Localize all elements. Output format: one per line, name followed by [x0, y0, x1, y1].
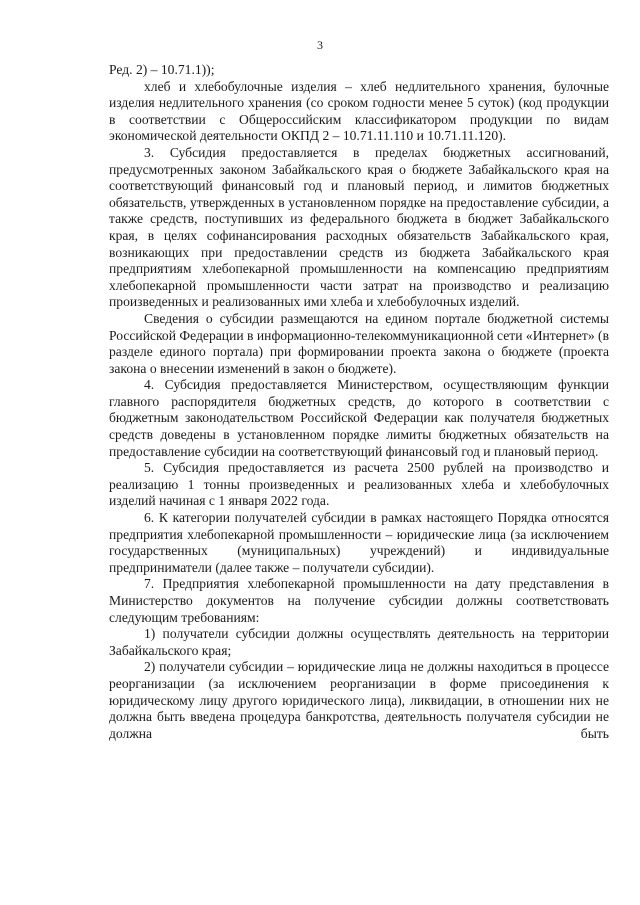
paragraph-clause-5: 5. Субсидия предоставляется из расчета 2500 рублей на производство и реализацию 1 тонны произведенных и реализованных хлеба и хлебобулочных изделий начиная с 1 января 2022 года.	[109, 460, 609, 509]
page-number: 3	[317, 38, 323, 52]
paragraph-clause-6: 6. К категории получателей субсидии в рамках настоящего Порядка относятся предприятия хлебопекарной промышленности – юридические лица (за исключением государственных (муниципальных) учреждений) и индивидуальные предприниматели (далее также – получатели субсидии).	[109, 510, 609, 575]
paragraph-clause-7: 7. Предприятия хлебопекарной промышленности на дату представления в Министерство документов на получение субсидии должны соответствовать следующим требованиям:	[109, 576, 609, 625]
paragraph-subsidy-info: Сведения о субсидии размещаются на едином портале бюджетной системы Российской Федерации в информационно-телекоммуникационной сети «Интернет» (в разделе единого портала) при формировании проекта закона о бюджете (проекта закона о внесении изменений в закон о бюджете).	[109, 310, 609, 376]
paragraph-clause-4: 4. Субсидия предоставляется Министерством, осуществляющим функции главного распорядителя бюджетных средств, до которого в соответствии с бюджетным законодательством Российской Федерации как получателя бюджетных средств доведены в установленном порядке лимиты бюджетных обязательств на предоставление субсидии на соответствующий финансовый год и плановый период.	[109, 377, 609, 459]
document-body	[109, 62, 609, 742]
paragraph-continuation: Ред. 2) – 10.71.1));	[109, 62, 215, 77]
paragraph-requirement-1: 1) получатели субсидии должны осуществлять деятельность на территории Забайкальского края;	[109, 626, 609, 658]
paragraph-requirement-2: 2) получатели субсидии – юридические лица не должны находиться в процессе реорганизации (за исключением реорганизации в форме присоединения к юридическому лицу другого юридического лица), ликвидации, в отношении них не должна быть введена процедура банкротства, деятельность получателя субсидии не должна быть	[109, 659, 609, 741]
paragraph-bread-products: хлеб и хлебобулочные изделия – хлеб недлительного хранения, булочные изделия недлительного хранения (со сроком годности менее 5 суток) (код продукции в соответствии с Общероссийским классификатором продукции по видам экономической деятельности ОКПД 2 – 10.71.11.110 и 10.71.11.120).	[109, 78, 609, 144]
paragraph-clause-3: 3. Субсидия предоставляется в пределах бюджетных ассигнований, предусмотренных законом Забайкальского края о бюджете Забайкальского края на соответствующий финансовый год и плановый период, и лимитов бюджетных обязательств, утвержденных в установленном порядке на предоставление субсидии, а также средств, поступивших из федерального бюджета в бюджет Забайкальского края, в целях софинансирования расходных обязательств Забайкальского края, возникающих при предоставлении средств из бюджета Забайкальского края предприятиям хлебопекарной промышленности на компенсацию предприятиям хлебопекарной промышленности части затрат на производство и реализацию произведенных и реализованных ими хлеба и хлебобулочных изделий.	[109, 144, 609, 310]
